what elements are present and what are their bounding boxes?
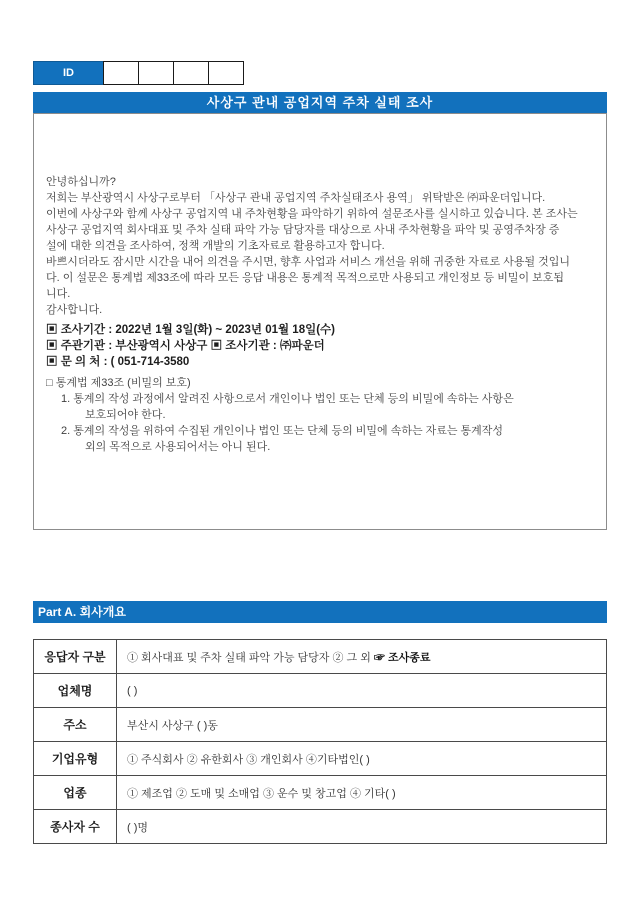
table-row-industry: [34, 776, 607, 810]
intro-line: 니다.: [46, 288, 71, 300]
answer-text: ① 제조업 ② 도매 및 소매업 ③ 운수 및 창고업 ④ 기타( ): [127, 787, 396, 800]
intro-greeting: 안녕하십니까?: [46, 176, 116, 188]
row-answer-cell[interactable]: [117, 674, 607, 708]
survey-agencies: ▣ 주관기관 : 부산광역시 사상구 ▣ 조사기관 : ㈜파운더: [46, 340, 325, 352]
row-label: 응답자 구분: [34, 640, 117, 674]
id-input-cell[interactable]: [173, 61, 209, 85]
part-a-title: Part A. 회사개요: [38, 605, 126, 619]
answer-text: ( ): [127, 684, 138, 697]
row-answer-cell[interactable]: [117, 776, 607, 810]
id-input-cell[interactable]: [208, 61, 244, 85]
answer-text: ① 주식회사 ② 유한회사 ③ 개인회사 ④기타법인( ): [127, 753, 370, 766]
intro-line: 이번에 사상구와 함께 사상구 공업지역 내 주차현황을 파악하기 위하여 설문조사를 실시하고 있습니다. 본 조사는: [46, 208, 578, 220]
survey-title: 사상구 관내 공업지역 주차 실태 조사: [206, 95, 434, 110]
table-row-company-name: [34, 674, 607, 708]
law-item-2: 2. 통계의 작성을 위하여 수집된 개인이나 법인 또는 단체 등의 비밀에 속하는 자료는 통계작성: [61, 425, 504, 437]
survey-contact: ▣ 문 의 처 : ( 051-714-3580: [46, 356, 190, 368]
id-input-cell[interactable]: [103, 61, 139, 85]
row-answer-cell[interactable]: [117, 810, 607, 844]
intro-closing: 감사합니다.: [46, 304, 103, 316]
row-label: 주소: [34, 708, 117, 742]
survey-info-group: [46, 322, 594, 370]
law-item-1-cont: 보호되어야 한다.: [85, 409, 166, 421]
survey-period: ▣ 조사기간 : 2022년 1월 3일(화) ~ 2023년 01월 18일(수): [46, 324, 335, 336]
law-title: □ 통계법 제33조 (비밀의 보호): [46, 377, 191, 389]
answer-text: 부산시 사상구 ( )동: [127, 719, 218, 732]
intro-box: [33, 113, 607, 530]
table-row-respondent: [34, 640, 607, 674]
survey-title-bar: [33, 92, 607, 113]
intro-line: 바쁘시더라도 잠시만 시간을 내어 의견을 주시면, 향후 사업과 서비스 개선을 위해 귀중한 자료로 사용될 것입니: [46, 256, 571, 268]
row-answer-cell[interactable]: [117, 708, 607, 742]
intro-line: 설에 대한 의견을 조사하여, 정책 개발의 기초자료로 활용하고자 합니다.: [46, 240, 385, 252]
law-item-1: 1. 통계의 작성 과정에서 알려진 사항으로서 개인이나 법인 또는 단체 등의 비밀에 속하는 사항은: [61, 393, 514, 405]
row-label: 업종: [34, 776, 117, 810]
company-info-table: [33, 639, 607, 844]
answer-text: ( )명: [127, 821, 149, 834]
intro-line: 저희는 부산광역시 사상구로부터 「사상구 관내 공업지역 주차실태조사 용역」 위탁받은 ㈜파운더입니다.: [46, 192, 546, 204]
intro-line: 다. 이 설문은 통계법 제33조에 따라 모든 응답 내용은 통계적 목적으로만 사용되고 개인정보 등 비밀이 보호됩: [46, 272, 565, 284]
row-label: 기업유형: [34, 742, 117, 776]
row-answer-cell[interactable]: [117, 742, 607, 776]
part-a-header: [33, 601, 607, 623]
row-answer-cell[interactable]: [117, 640, 607, 674]
law-item-2-cont: 외의 목적으로 사용되어서는 아니 된다.: [85, 441, 271, 453]
table-row-employee-count: [34, 810, 607, 844]
id-label: ID: [33, 61, 104, 85]
id-strip: [33, 61, 244, 85]
row-label: 업체명: [34, 674, 117, 708]
table-row-company-type: [34, 742, 607, 776]
id-input-cell[interactable]: [138, 61, 174, 85]
answer-text-bold: ☞ 조사종료: [373, 651, 431, 664]
answer-text: ① 회사대표 및 주차 실태 파악 가능 담당자 ② 그 외: [127, 651, 374, 664]
table-row-address: [34, 708, 607, 742]
intro-line: 사상구 공업지역 회사대표 및 주차 실태 파악 가능 담당자를 대상으로 사내 주차현황을 파악 및 공영주차장 증: [46, 224, 560, 236]
row-label: 종사자 수: [34, 810, 117, 844]
